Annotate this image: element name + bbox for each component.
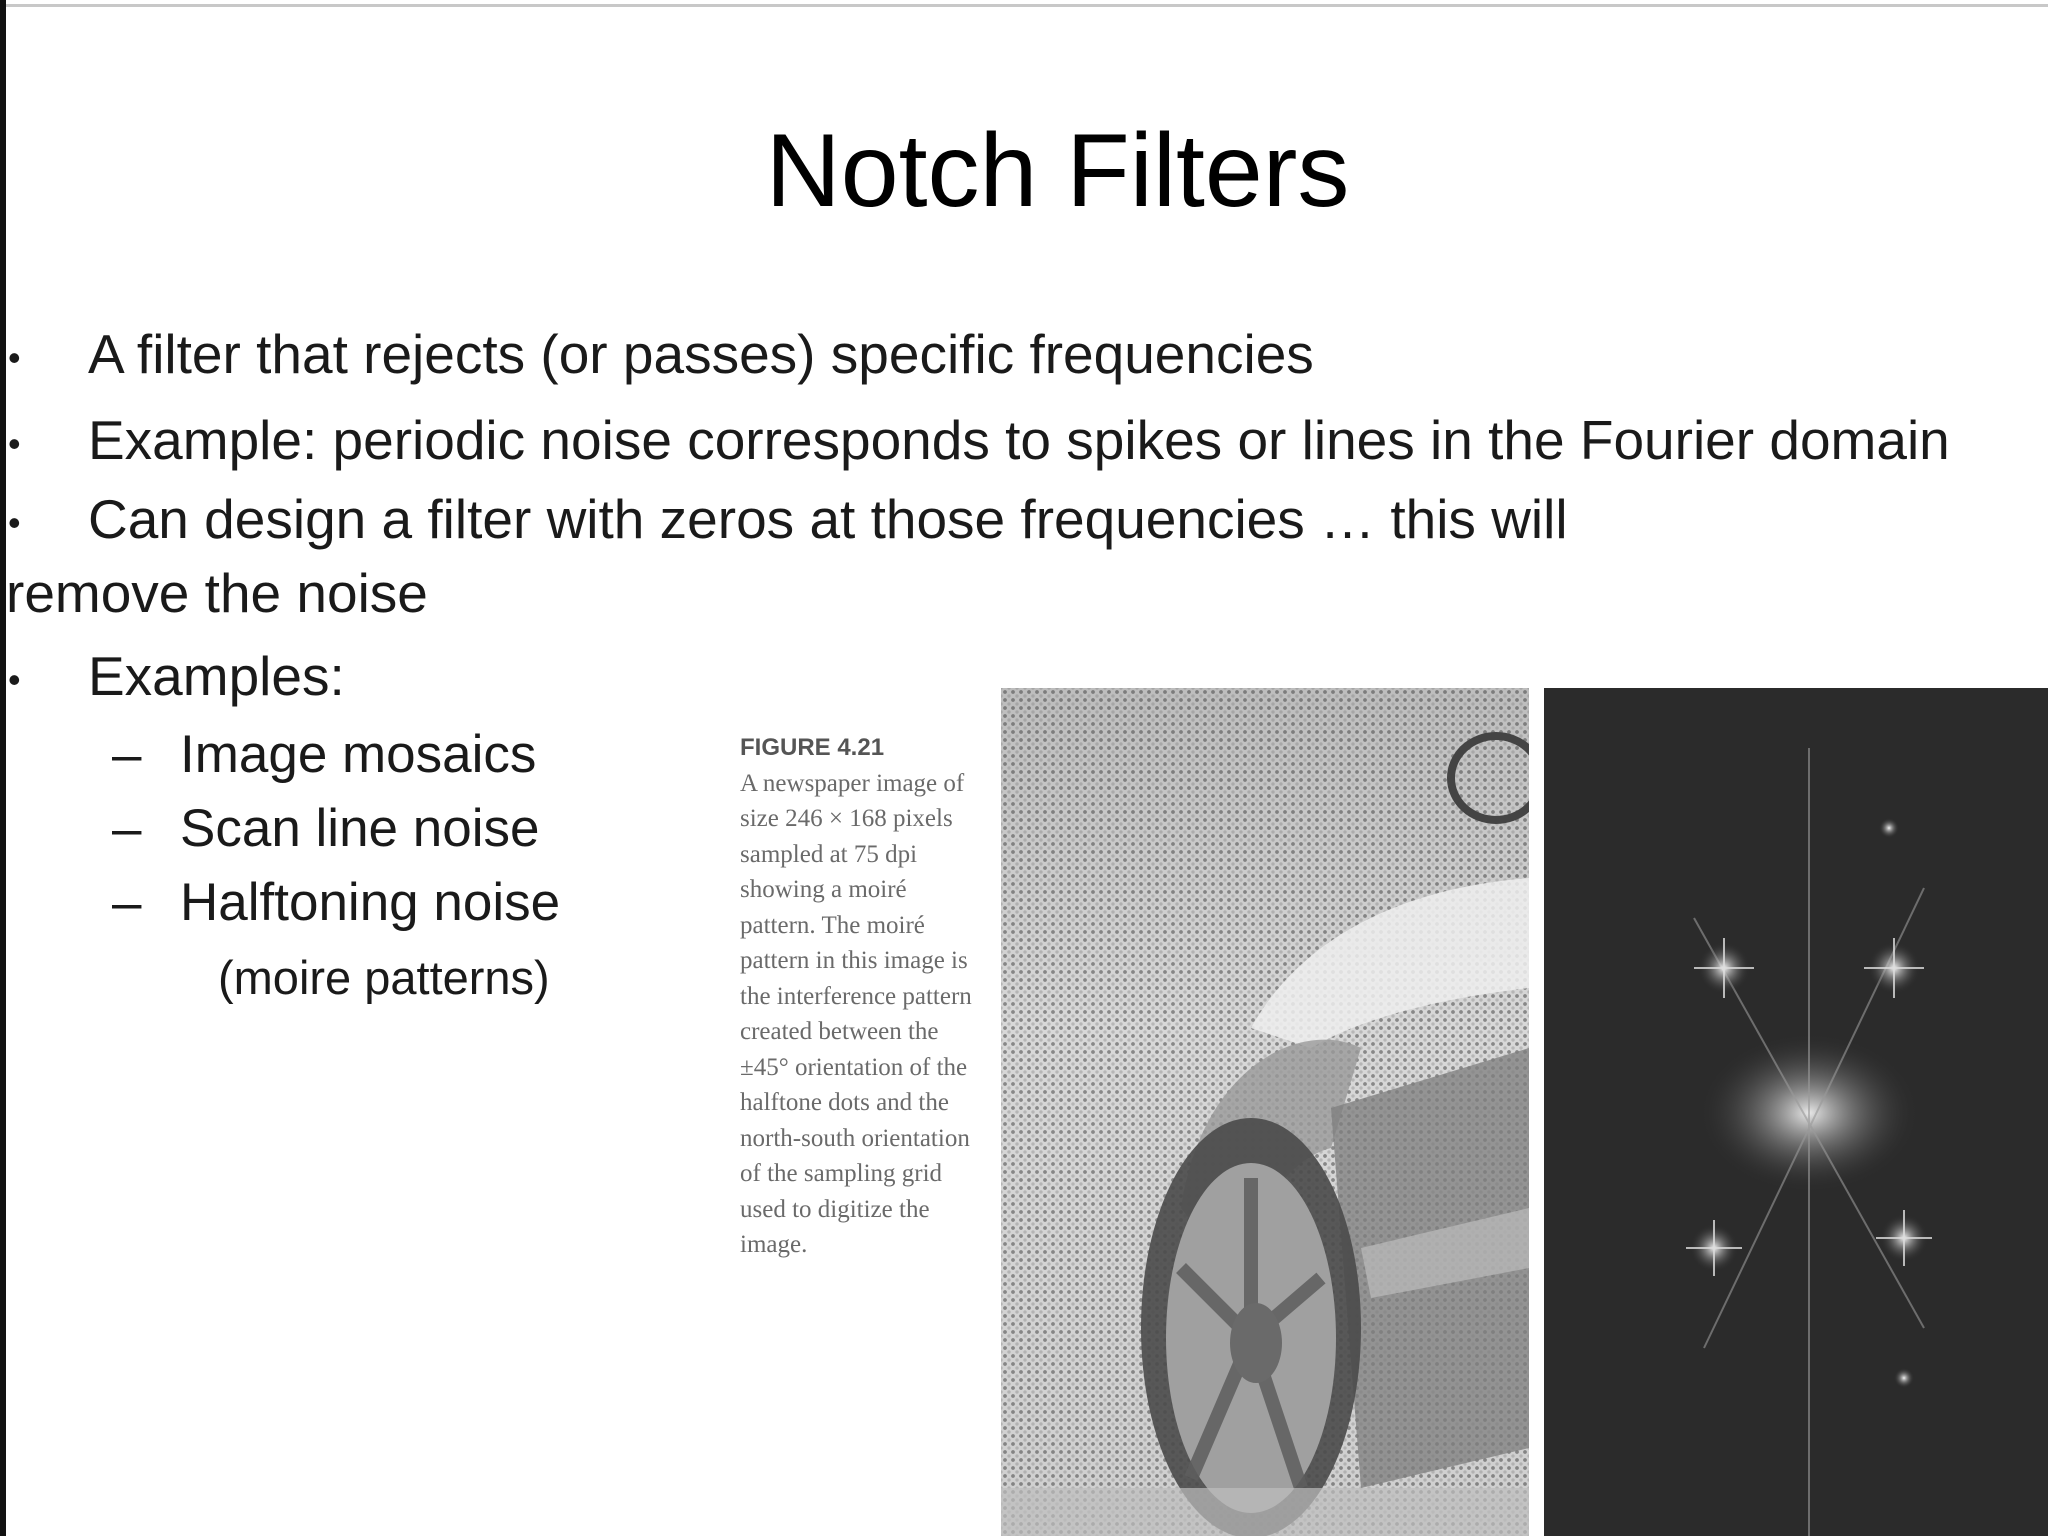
- sub-item-label: Halftoning noise: [180, 873, 561, 932]
- spectrum-illustration: [1544, 688, 2048, 1536]
- figure-caption-block: [740, 730, 975, 1263]
- dash-glyph: –: [112, 799, 142, 858]
- figure-label: FIGURE 4.21: [740, 734, 885, 761]
- bullet-4: Examples:: [88, 645, 345, 707]
- bullet-3: Can design a filter with zeros at those frequencies … this will: [88, 488, 1568, 550]
- bullet-2: Example: periodic noise corresponds to spikes or lines in the Fourier domain: [88, 409, 1950, 471]
- bullet-glyph: •: [8, 659, 21, 700]
- bullet-glyph: •: [8, 423, 21, 464]
- sub-item-label: Scan line noise: [180, 799, 540, 858]
- bullet-glyph: •: [8, 502, 21, 543]
- sub-item-note: (moire patterns): [218, 951, 550, 1004]
- car-illustration: [1001, 688, 1529, 1536]
- dash-glyph: –: [112, 873, 142, 932]
- figure-caption-text: A newspaper image of size 246 × 168 pixels sampled at 75 dpi showing a moiré pattern. The moiré pattern in this image is the interference pattern created between the ±45° orientation of the halftone dots and the north-south orientation of the sampling grid used to digitize the image.: [740, 769, 972, 1258]
- slide-top-border: [0, 4, 2048, 7]
- dash-glyph: –: [112, 725, 142, 784]
- bullet-1: A filter that rejects (or passes) specific frequencies: [88, 323, 1314, 385]
- bullet-3-continuation: remove the noise: [6, 562, 428, 624]
- sub-item-label: Image mosaics: [180, 725, 537, 784]
- figure-fourier-spectrum-image: [1544, 688, 2048, 1536]
- figure-car-halftone-image: [1001, 688, 1529, 1536]
- bullet-glyph: •: [8, 337, 21, 378]
- slide-title: Notch Filters: [765, 113, 1350, 229]
